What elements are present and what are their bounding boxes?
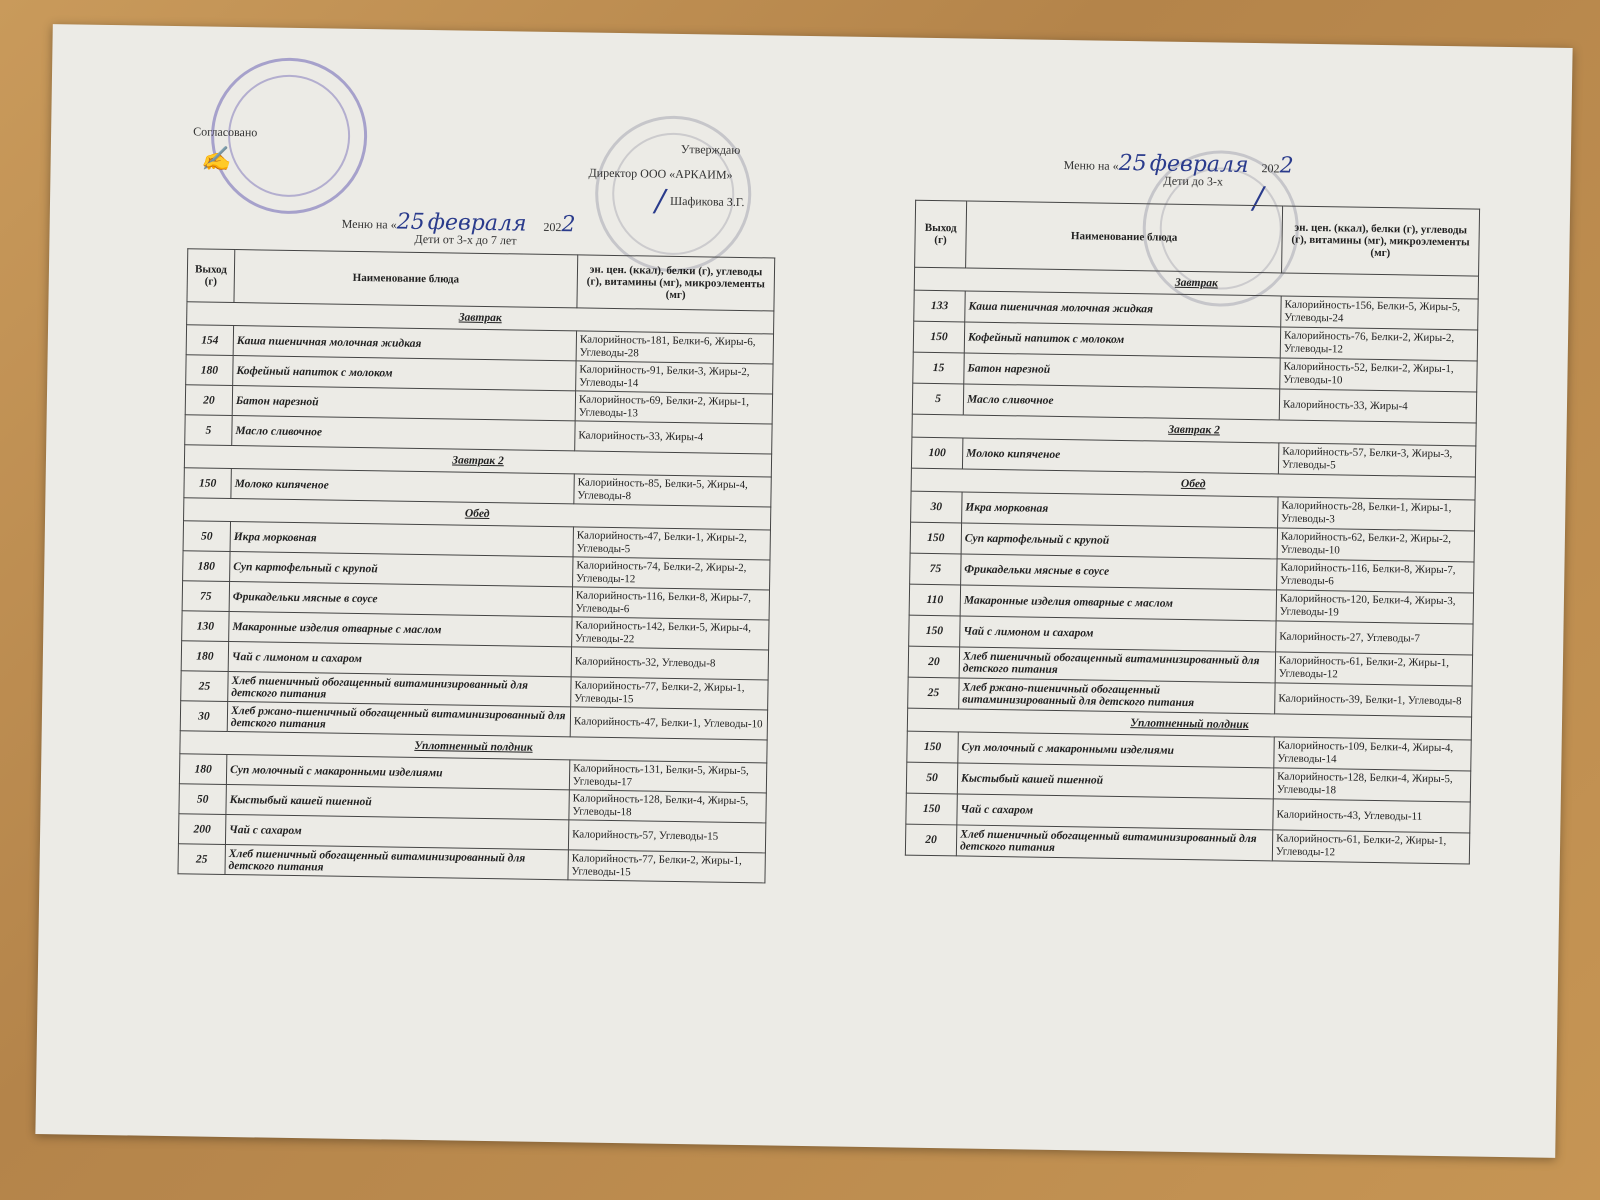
dish-cell: Макаронные изделия отварные с маслом: [229, 611, 572, 646]
nutrition-cell: Калорийность-27, Углеводы-7: [1276, 621, 1473, 655]
director-signature: /: [654, 183, 666, 219]
age-group: Дети от 3-х до 7 лет: [414, 231, 517, 248]
qty-cell: 130: [182, 611, 229, 642]
nutrition-cell: Калорийность-131, Белки-5, Жиры-5, Углеводы-17: [569, 760, 766, 793]
qty-cell: 180: [186, 355, 233, 386]
qty-cell: 133: [914, 290, 965, 322]
nutrition-cell: Калорийность-61, Белки-2, Жиры-1, Углеводы-12: [1275, 652, 1472, 686]
dish-cell: Каша пшеничная молочная жидкая: [965, 291, 1281, 327]
column-header-qty: Выход (г): [187, 249, 235, 303]
nutrition-cell: Калорийность-116, Белки-8, Жиры-7, Углеводы-6: [572, 587, 769, 620]
qty-cell: 180: [183, 551, 230, 582]
director-title: Директор ООО «АРКАИМ»: [588, 165, 733, 182]
right-menu-table: [905, 200, 1480, 865]
right-column-header-qty: Выход (г): [915, 200, 967, 268]
nutrition-cell: Калорийность-128, Белки-4, Жиры-5, Углеводы-18: [1273, 768, 1470, 802]
menu-sheet: [35, 24, 1572, 1158]
menu-day: 25: [396, 209, 425, 235]
agreed-label: Согласовано: [193, 124, 258, 140]
nutrition-cell: Калорийность-116, Белки-8, Жиры-7, Углеводы-6: [1277, 559, 1474, 593]
section-title: Завтрак 2: [912, 414, 1476, 446]
right-table-header-row: [915, 200, 1480, 276]
right-column-header-nutrition: эн. цен. (ккал), белки (г), углеводы (г), витамины (мг), микроэлементы (мг): [1282, 206, 1480, 276]
dish-cell: Кыстыбый кашей пшенной: [957, 763, 1273, 799]
dish-cell: Фрикадельки мясные в соусе: [229, 581, 572, 616]
dish-cell: Масло сливочное: [232, 415, 575, 450]
section-title: Обед: [184, 498, 771, 530]
dish-cell: Кыстыбый кашей пшенной: [226, 784, 569, 819]
nutrition-cell: Калорийность-77, Белки-2, Жиры-1, Углеводы-15: [568, 850, 765, 883]
qty-cell: 5: [912, 383, 963, 415]
nutrition-cell: Калорийность-43, Углеводы-11: [1273, 799, 1470, 833]
qty-cell: 150: [906, 793, 957, 825]
nutrition-cell: Калорийность-52, Белки-2, Жиры-1, Углеводы-10: [1280, 358, 1477, 392]
dish-cell: Суп картофельный с крупой: [230, 551, 573, 586]
qty-cell: 180: [181, 641, 228, 672]
dish-cell: Хлеб пшеничный обогащенный витаминизированный для детского питания: [225, 844, 568, 879]
dish-cell: Суп молочный с макаронными изделиями: [958, 732, 1274, 768]
qty-cell: 25: [181, 671, 228, 702]
dish-cell: Батон нарезной: [232, 386, 575, 421]
qty-cell: 75: [182, 581, 229, 612]
qty-cell: 75: [910, 553, 961, 585]
dish-cell: Чай с сахаром: [225, 814, 568, 849]
qty-cell: 20: [185, 385, 232, 416]
right-menu-prefix: Меню на «: [1063, 158, 1119, 173]
qty-cell: 30: [911, 491, 962, 523]
qty-cell: 25: [908, 677, 959, 709]
qty-cell: 150: [910, 522, 961, 554]
nutrition-cell: Калорийность-61, Белки-2, Жиры-1, Углеводы-12: [1272, 830, 1469, 864]
dish-cell: Макаронные изделия отварные с маслом: [960, 585, 1276, 621]
nutrition-cell: Калорийность-57, Белки-3, Жиры-3, Углеводы-5: [1278, 443, 1475, 477]
qty-cell: 200: [178, 814, 225, 845]
qty-cell: 50: [183, 521, 230, 552]
menu-month: февраля: [427, 210, 527, 237]
dish-cell: Хлеб пшеничный обогащенный витаминизированный для детского питания: [228, 671, 571, 706]
qty-cell: 20: [908, 646, 959, 678]
column-header-nutrition: эн. цен. (ккал), белки (г), углеводы (г), витамины (мг), микроэлементы (мг): [577, 255, 775, 311]
qty-cell: 25: [178, 844, 225, 875]
section-title: Уплотненный полдник: [180, 731, 767, 763]
nutrition-cell: Калорийность-76, Белки-2, Жиры-2, Углеводы-12: [1280, 327, 1477, 361]
dish-cell: Чай с лимоном и сахаром: [960, 616, 1276, 652]
nutrition-cell: Калорийность-32, Углеводы-8: [571, 647, 768, 680]
nutrition-cell: Калорийность-120, Белки-4, Жиры-3, Углеводы-19: [1276, 590, 1473, 624]
right-menu-body: [905, 267, 1478, 864]
qty-cell: 150: [913, 321, 964, 353]
left-menu-body: [178, 302, 774, 883]
dish-cell: Чай с лимоном и сахаром: [228, 641, 571, 676]
nutrition-cell: Калорийность-74, Белки-2, Жиры-2, Углеводы-12: [573, 557, 770, 590]
agreed-signature: ✍: [200, 144, 231, 173]
dish-cell: Каша пшеничная молочная жидкая: [233, 326, 576, 361]
section-title: Завтрак: [187, 302, 774, 334]
right-menu-year-prefix: 202: [1261, 161, 1280, 176]
approve-label: Утверждаю: [680, 142, 741, 157]
right-column-header-dish: Наименование блюда: [966, 201, 1283, 273]
right-menu-month: февраля: [1149, 151, 1249, 178]
nutrition-cell: Калорийность-47, Белки-1, Углеводы-10: [570, 707, 767, 740]
nutrition-cell: Калорийность-33, Жиры-4: [575, 421, 772, 454]
qty-cell: 150: [909, 615, 960, 647]
dish-cell: Икра морковная: [230, 521, 573, 556]
section-title: Завтрак: [914, 267, 1478, 299]
nutrition-cell: Калорийность-109, Белки-4, Жиры-4, Углеводы-14: [1274, 737, 1471, 771]
table-header-row: [187, 249, 775, 311]
dish-cell: Кофейный напиток с молоком: [964, 322, 1280, 358]
qty-cell: 150: [907, 731, 958, 763]
section-title: Обед: [911, 468, 1475, 500]
right-signature: /: [1252, 181, 1264, 217]
director-name: Шафикова З.Г.: [670, 193, 745, 210]
dish-cell: Хлеб ржано-пшеничный обогащенный витаминизированный для детского питания: [959, 678, 1275, 714]
dish-cell: Молоко кипяченое: [962, 438, 1278, 474]
nutrition-cell: Калорийность-69, Белки-2, Жиры-1, Углеводы-13: [575, 391, 772, 424]
qty-cell: 15: [913, 352, 964, 384]
right-age-group: Дети до 3-х: [1163, 173, 1224, 189]
qty-cell: 30: [180, 701, 227, 732]
qty-cell: 100: [911, 437, 962, 469]
dish-cell: Кофейный напиток с молоком: [233, 356, 576, 391]
column-header-dish: Наименование блюда: [234, 250, 578, 308]
section-title: Завтрак 2: [184, 445, 771, 477]
nutrition-cell: Калорийность-142, Белки-5, Жиры-4, Углеводы-22: [572, 617, 769, 650]
nutrition-cell: Калорийность-33, Жиры-4: [1279, 389, 1476, 423]
menu-year-prefix: 202: [543, 219, 562, 235]
dish-cell: Фрикадельки мясные в соусе: [961, 554, 1277, 590]
right-menu-day: 25: [1118, 150, 1147, 177]
nutrition-cell: Калорийность-47, Белки-1, Жиры-2, Углеводы-5: [573, 527, 770, 560]
dish-cell: Батон нарезной: [964, 353, 1280, 389]
nutrition-cell: Калорийность-128, Белки-4, Жиры-5, Углеводы-18: [569, 790, 766, 823]
nutrition-cell: Калорийность-85, Белки-5, Жиры-4, Углеводы-8: [574, 474, 771, 507]
nutrition-cell: Калорийность-28, Белки-1, Жиры-1, Углеводы-3: [1278, 497, 1475, 531]
dish-cell: Чай с сахаром: [957, 794, 1273, 830]
nutrition-cell: Калорийность-181, Белки-6, Жиры-6, Углеводы-28: [576, 331, 773, 364]
nutrition-cell: Калорийность-57, Углеводы-15: [568, 820, 765, 853]
nutrition-cell: Калорийность-39, Белки-1, Углеводы-8: [1275, 683, 1472, 717]
qty-cell: 110: [909, 584, 960, 616]
dish-cell: Хлеб ржано-пшеничный обогащенный витаминизированный для детского питания: [227, 701, 570, 736]
nutrition-cell: Калорийность-77, Белки-2, Жиры-1, Углеводы-15: [571, 677, 768, 710]
dish-cell: Хлеб пшеничный обогащенный витаминизированный для детского питания: [956, 825, 1272, 861]
dish-cell: Масло сливочное: [963, 384, 1279, 420]
dish-cell: Суп картофельный с крупой: [961, 523, 1277, 559]
left-menu-table: [177, 248, 775, 883]
qty-cell: 154: [186, 325, 233, 356]
nutrition-cell: Калорийность-91, Белки-3, Жиры-2, Углеводы-14: [576, 361, 773, 394]
menu-year-digit: 2: [561, 212, 576, 238]
right-menu-year-digit: 2: [1279, 153, 1294, 179]
section-title: Уплотненный полдник: [907, 708, 1471, 740]
dish-cell: Икра морковная: [962, 492, 1278, 528]
dish-cell: Молоко кипяченое: [231, 468, 574, 503]
qty-cell: 180: [179, 754, 226, 785]
qty-cell: 20: [905, 824, 956, 856]
qty-cell: 5: [185, 415, 232, 446]
dish-cell: Суп молочный с макаронными изделиями: [226, 754, 569, 789]
dish-cell: Хлеб пшеничный обогащенный витаминизированный для детского питания: [959, 647, 1275, 683]
nutrition-cell: Калорийность-62, Белки-2, Жиры-2, Углеводы-10: [1277, 528, 1474, 562]
menu-prefix: Меню на «: [341, 216, 397, 232]
qty-cell: 50: [906, 762, 957, 794]
qty-cell: 150: [184, 468, 231, 499]
qty-cell: 50: [179, 784, 226, 815]
nutrition-cell: Калорийность-156, Белки-5, Жиры-5, Углеводы-24: [1281, 296, 1478, 330]
